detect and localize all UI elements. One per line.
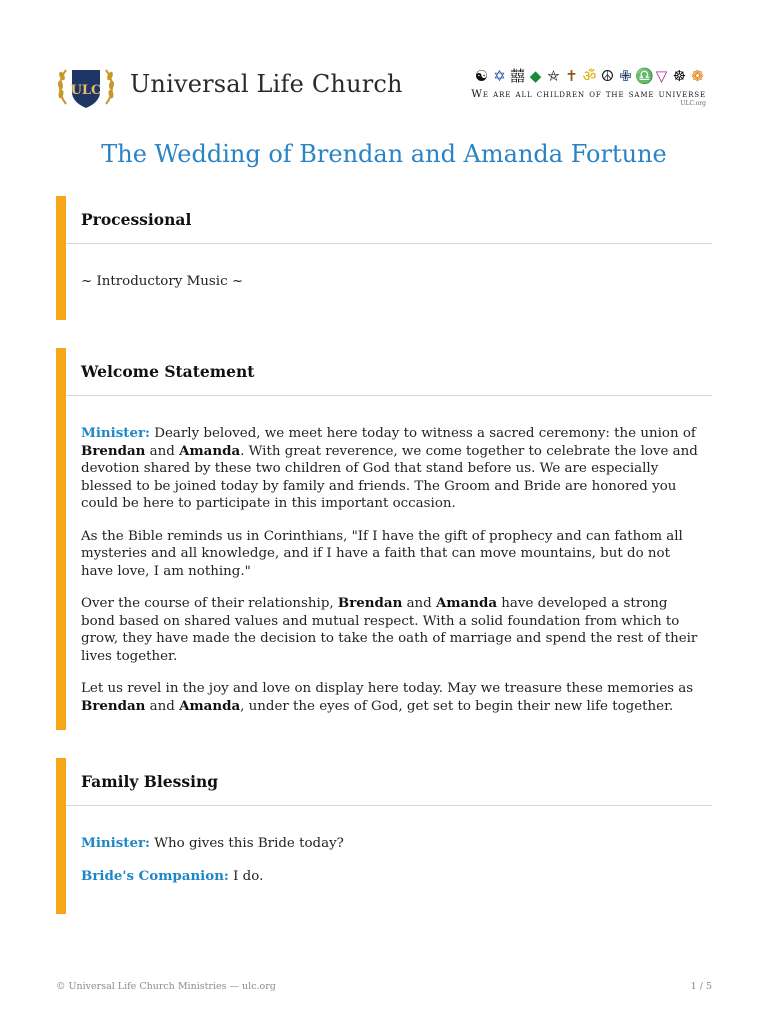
text: Who gives this Bride today? xyxy=(149,836,344,851)
faith-symbol-icon: ▽ xyxy=(655,67,668,85)
section-accent-bar xyxy=(56,348,66,730)
faith-symbol-row xyxy=(436,66,706,86)
speaker-label: Minister: xyxy=(81,835,150,851)
text: Dearly beloved, we meet here today to witness a sacred ceremony: the union of xyxy=(149,426,696,441)
section-body xyxy=(81,273,704,306)
divider xyxy=(66,243,712,244)
bride-name: Amanda xyxy=(179,442,241,459)
faith-symbol-icon: ❁ xyxy=(691,67,704,85)
ulc-logo-icon xyxy=(56,64,116,110)
paragraph xyxy=(81,680,704,715)
faith-symbol-icon: ☯ xyxy=(474,67,489,85)
text: and xyxy=(145,698,180,714)
text: Over the course of their relationship, xyxy=(81,596,338,611)
section-body xyxy=(81,835,704,900)
dialogue-line xyxy=(81,868,704,886)
dialogue-line xyxy=(81,835,704,853)
section-body xyxy=(81,425,704,730)
text: and xyxy=(402,596,437,611)
groom-name: Brendan xyxy=(81,442,146,459)
music-note: ~ Introductory Music ~ xyxy=(81,274,244,289)
page-number: 1 / 5 xyxy=(690,981,712,992)
faith-symbol-icon: ♎ xyxy=(635,67,654,85)
speaker-label: Minister: xyxy=(81,425,150,441)
section-family-blessing xyxy=(56,758,712,914)
divider xyxy=(66,395,712,396)
org-name: Universal Life Church xyxy=(130,70,403,98)
section-accent-bar xyxy=(56,758,66,914)
page-title: The Wedding of Brendan and Amanda Fortune xyxy=(101,140,667,168)
svg-text:ULC: ULC xyxy=(70,83,102,98)
text: Let us revel in the joy and love on display here today. May we treasure these memories as xyxy=(81,681,694,696)
groom-name: Brendan xyxy=(81,697,146,714)
tagline-url: ULC.org xyxy=(680,100,706,107)
section-welcome-statement xyxy=(56,348,712,730)
faith-symbol-icon: ☮ xyxy=(600,67,615,85)
faith-symbol-icon: ✙ xyxy=(619,67,632,85)
paragraph xyxy=(81,595,704,665)
paragraph xyxy=(81,425,704,513)
section-processional xyxy=(56,196,712,320)
footer-copyright: © Universal Life Church Ministries — ulc.org xyxy=(56,981,276,992)
text: and xyxy=(145,443,180,459)
tagline: We are all children of the same universe xyxy=(471,88,706,100)
page-header xyxy=(56,60,712,114)
text: I do. xyxy=(228,868,264,884)
faith-symbol-icon: ✡ xyxy=(493,67,506,85)
faith-symbol-icon: ◆ xyxy=(529,67,542,85)
section-heading: Family Blessing xyxy=(81,772,219,791)
faith-symbol-icon: ॐ xyxy=(582,67,597,85)
divider xyxy=(66,805,712,806)
faith-symbol-icon: ✝ xyxy=(565,67,578,85)
section-heading: Processional xyxy=(81,210,192,229)
faith-symbol-icon: 囍 xyxy=(509,67,525,85)
groom-name: Brendan xyxy=(337,595,403,611)
paragraph: As the Bible reminds us in Corinthians, "If I have the gift of prophecy and can fathom all mysteries and all knowledge, and if I have a faith that can move mountains, but do not have love, I am nothing." xyxy=(81,528,683,579)
faith-symbol-icon: ⛤ xyxy=(547,67,560,85)
text: . With great reverence, we come together to celebrate the love and devotion shared by these two children of God that stand before us. We are especially blessed to be joined today by family and friends. The Groom and Bride are honored you could be here to participate in this important occasion. xyxy=(81,443,698,511)
section-heading: Welcome Statement xyxy=(81,362,255,381)
faith-symbols xyxy=(436,66,706,110)
text: have developed a strong bond based on shared values and mutual respect. With a solid foundation from which to grow, they have made the decision to take the oath of marriage and spend the rest of their lives together. xyxy=(81,596,698,664)
faith-symbol-icon: ☸ xyxy=(672,67,687,85)
bride-name: Amanda xyxy=(179,697,241,714)
speaker-label: Bride's Companion: xyxy=(81,867,229,884)
section-accent-bar xyxy=(56,196,66,320)
bride-name: Amanda xyxy=(436,595,498,611)
text: , under the eyes of God, get set to begin their new life together. xyxy=(240,698,674,714)
